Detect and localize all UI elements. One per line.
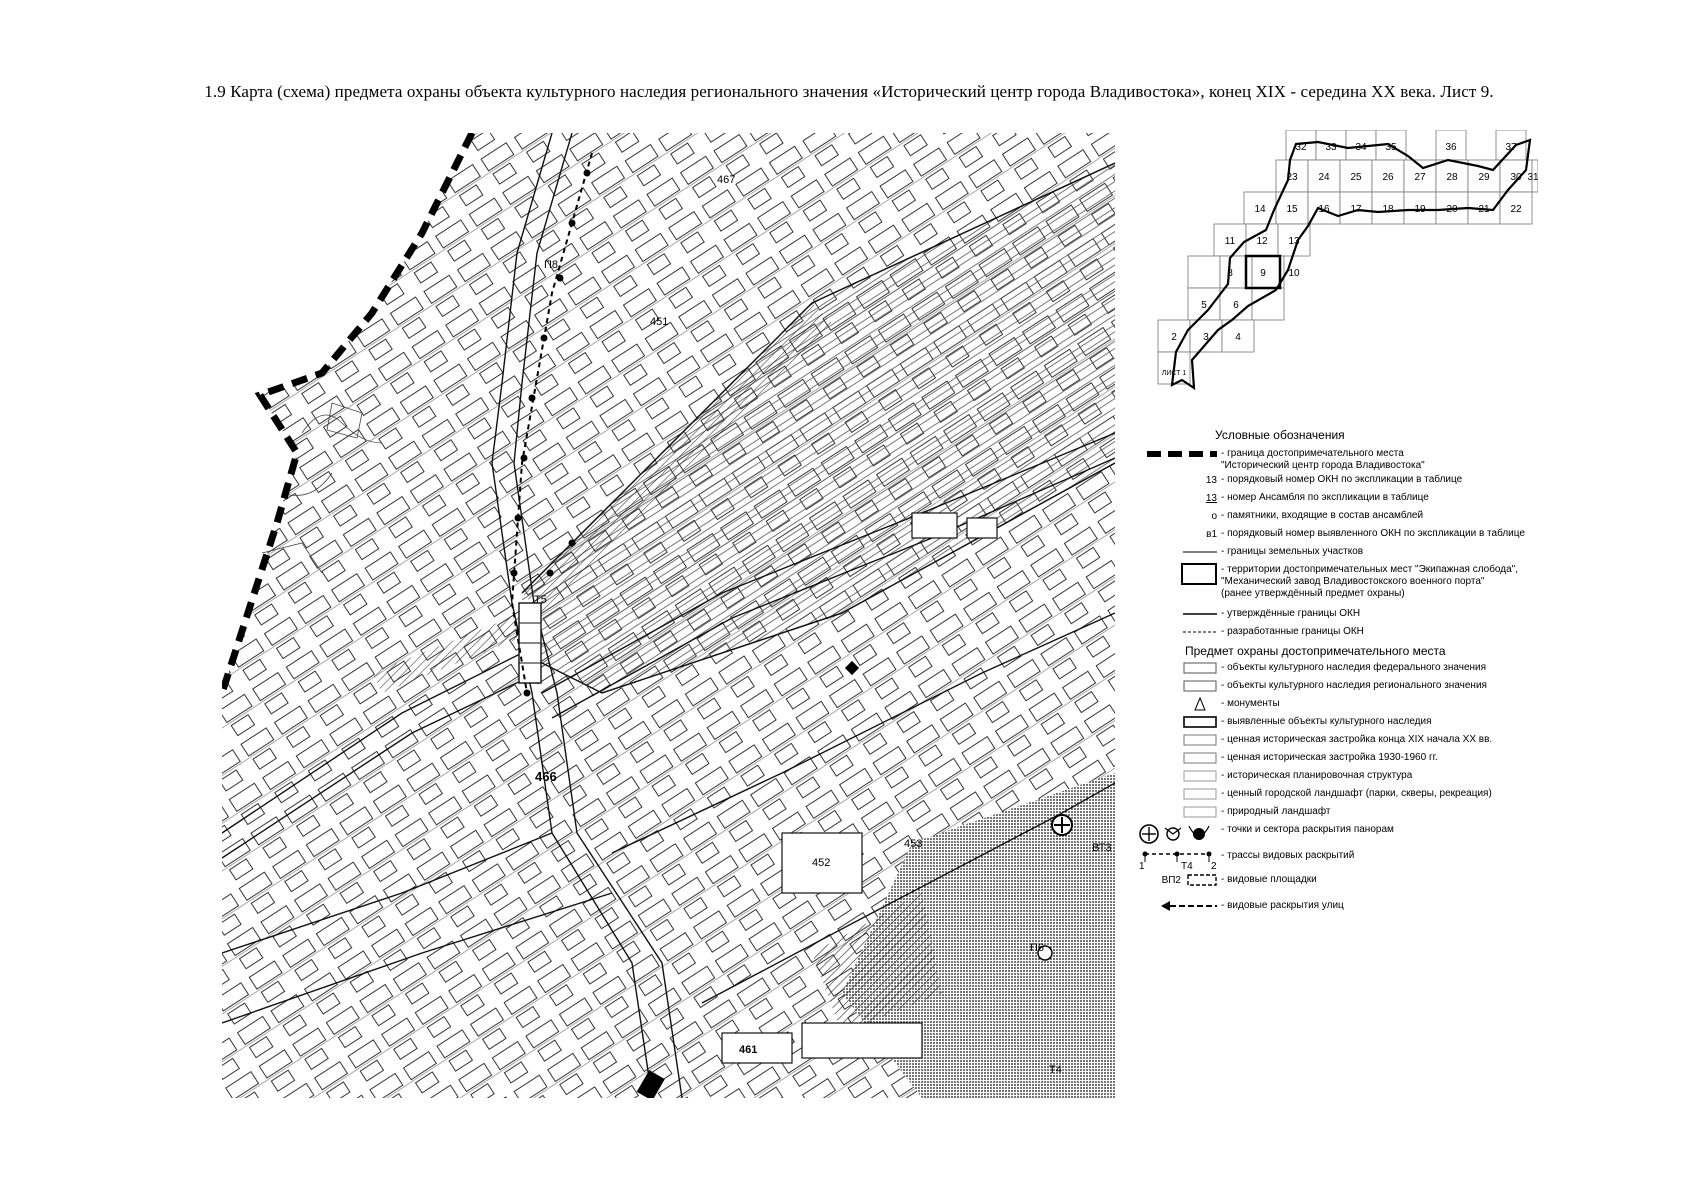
legend-text: - монументы (1221, 698, 1280, 709)
label-bt3: ВТ3 (1092, 842, 1112, 854)
panorama-point-icon (1135, 822, 1221, 846)
trace-end-label: 2 (1211, 861, 1217, 870)
legend-item-identified-okn-number (1135, 526, 1555, 544)
legend-text: - ценный городской ландшафт (парки, скверы, рекреация) (1221, 788, 1492, 799)
ensemble-number-sample: 13 (1205, 492, 1217, 504)
federal-okn-swatch (1135, 660, 1221, 676)
legend-text: - номер Ансамбля по экспликации в таблице (1221, 492, 1429, 503)
sheet-10: 10 (1288, 268, 1300, 279)
monument-triangle-icon (1135, 696, 1221, 712)
legend-text: - трассы видовых раскрытий (1221, 850, 1355, 861)
legend-text: - памятники, входящие в состав ансамблей (1221, 510, 1424, 521)
sheet-37: 37 (1505, 142, 1517, 153)
sheet-12: 12 (1256, 236, 1268, 247)
dashed-line-icon (1135, 624, 1221, 640)
sheet-20: 20 (1446, 204, 1458, 215)
legend-text: - ценная историческая застройка конца XIX начала XX вв. (1221, 734, 1493, 745)
sheet-5: 5 (1201, 300, 1207, 311)
sheet-23: 23 (1286, 172, 1298, 183)
label-t4: Т4 (1049, 1064, 1062, 1076)
sheet-25: 25 (1350, 172, 1362, 183)
sheet-33: 33 (1325, 142, 1337, 153)
label-p8: П8 (544, 259, 559, 271)
legend-item-ensemble-number (1135, 490, 1555, 508)
view-platform-label: ВП2 (1161, 874, 1181, 886)
okn-number-sample: 13 (1205, 474, 1217, 486)
sheet-19: 19 (1414, 204, 1426, 215)
label-466: 466 (535, 769, 557, 784)
regional-okn-swatch (1135, 678, 1221, 694)
sheet-11: 11 (1224, 236, 1236, 247)
sheet-13: 13 (1288, 236, 1300, 247)
legend-item-panorama-points (1135, 822, 1555, 848)
label-467: 467 (717, 174, 736, 186)
sheet-1: ЛИСТ 1 (1161, 370, 1187, 377)
legend-item-historic-19-20 (1135, 732, 1555, 750)
label-p6: П6 (1030, 942, 1045, 954)
thick-dashed-line-icon (1135, 446, 1221, 462)
legend-text: - граница достопримечательного места "Исторический центр города Владивостока" (1221, 448, 1425, 471)
legend-item-planning-structure (1135, 768, 1555, 786)
legend-item-historic-boundary (1135, 446, 1555, 472)
sheet-24: 24 (1318, 172, 1330, 183)
urban-landscape-swatch (1135, 786, 1221, 802)
label-t5: Т5 (534, 594, 547, 606)
legend-text: - выявленные объекты культурного наследия (1221, 716, 1432, 727)
legend-text: - точки и сектора раскрытия панорам (1221, 824, 1394, 835)
sheet-21: 21 (1478, 204, 1490, 215)
sheet-15: 15 (1286, 204, 1298, 215)
legend-item-land-plots (1135, 544, 1555, 562)
sheet-2: 2 (1171, 332, 1177, 343)
outlined-rect-icon (1135, 562, 1221, 586)
sheet-35: 35 (1385, 142, 1397, 153)
legend-item-view-platforms (1135, 872, 1555, 898)
left-arrow-icon (1135, 898, 1221, 914)
legend-text: - объекты культурного наследия регионального значения (1221, 680, 1487, 691)
sheet-32: 32 (1295, 142, 1307, 153)
solid-line-icon (1135, 606, 1221, 622)
legend-item-street-views (1135, 898, 1555, 916)
legend-text: - историческая планировочная структура (1221, 770, 1413, 781)
trace-mid-label: Т4 (1181, 861, 1193, 870)
legend-text: - природный ландшафт (1221, 806, 1331, 817)
view-platform-icon (1135, 872, 1221, 888)
legend-item-monuments (1135, 696, 1555, 714)
label-452: 452 (812, 857, 831, 869)
sheet-28: 28 (1446, 172, 1458, 183)
sheet-31: 31 (1527, 172, 1538, 183)
legend-item-urban-landscape (1135, 786, 1555, 804)
sheet-9: 9 (1260, 268, 1266, 279)
legend-text: - территории достопримечательных мест "Экипажная слобода", "Механический завод Владивостокского военного порта" (ранее утверждённый предмет охраны) (1221, 564, 1519, 599)
legend-item-developed-boundaries (1135, 624, 1555, 642)
sheet-26: 26 (1382, 172, 1394, 183)
identified-number-sample: в1 (1206, 528, 1217, 540)
historic-building-swatch (1135, 732, 1221, 748)
label-451: 451 (650, 316, 669, 328)
identified-okn-swatch (1135, 714, 1221, 730)
sheet-34: 34 (1355, 142, 1367, 153)
index-map (1148, 130, 1538, 415)
sheet-4: 4 (1235, 332, 1241, 343)
sheet-27: 27 (1414, 172, 1426, 183)
label-453: 453 (904, 838, 923, 850)
legend-text: - разработанные границы ОКН (1221, 626, 1364, 637)
legend-item-okn-number (1135, 472, 1555, 490)
map-sheet (222, 133, 1115, 1098)
sheet-30: 30 (1510, 172, 1522, 183)
sheet-18: 18 (1382, 204, 1394, 215)
thin-line-icon (1135, 544, 1221, 560)
legend-item-landmark-territories (1135, 562, 1555, 606)
page-title: 1.9 Карта (схема) предмета охраны объекта культурного наследия регионального значения «Исторический центр города Владивостока», конец XIX - середина XX века. Лист 9. (204, 82, 1494, 101)
index-map-drawing (1148, 130, 1538, 415)
sheet-6: 6 (1233, 300, 1239, 311)
legend-text: - утверждённые границы ОКН (1221, 608, 1361, 619)
legend-text: - границы земельных участков (1221, 546, 1364, 557)
planning-structure-swatch (1135, 768, 1221, 784)
natural-landscape-swatch (1135, 804, 1221, 820)
legend-item-federal-okn (1135, 660, 1555, 678)
sheet-17: 17 (1350, 204, 1362, 215)
legend-item-historic-1930-1960 (1135, 750, 1555, 768)
label-461: 461 (739, 1044, 758, 1056)
view-trace-icon (1135, 848, 1221, 870)
legend-heading: Условные обозначения (1215, 428, 1345, 442)
legend-text: - видовые раскрытия улиц (1221, 900, 1344, 911)
legend-item-approved-boundaries (1135, 606, 1555, 624)
historic-1930-swatch (1135, 750, 1221, 766)
sheet-8: 8 (1227, 268, 1233, 279)
legend-text: - видовые площадки (1221, 874, 1317, 885)
trace-start-label: 1 (1139, 861, 1145, 870)
sheet-3: 3 (1203, 332, 1209, 343)
sheet-36: 36 (1445, 142, 1457, 153)
legend-text: - порядковый номер выявленного ОКН по экспликации в таблице (1221, 528, 1525, 539)
legend-subheading: Предмет охраны достопримечательного места (1185, 644, 1446, 658)
sheet-22: 22 (1510, 204, 1522, 215)
legend-item-view-traces (1135, 848, 1555, 872)
legend-text: - ценная историческая застройка 1930-1960 гг. (1221, 752, 1438, 763)
legend (1135, 428, 1555, 916)
legend-item-regional-okn (1135, 678, 1555, 696)
legend-item-natural-landscape (1135, 804, 1555, 822)
legend-text: - порядковый номер ОКН по экспликации в таблице (1221, 474, 1463, 485)
legend-item-ensemble-monuments (1135, 508, 1555, 526)
sheet-16: 16 (1318, 204, 1330, 215)
sheet-29: 29 (1478, 172, 1490, 183)
map-drawing (222, 133, 1115, 1098)
sheet-14: 14 (1254, 204, 1266, 215)
legend-item-identified-okn (1135, 714, 1555, 732)
legend-text: - объекты культурного наследия федерального значения (1221, 662, 1487, 673)
monument-dot-sample: о (1211, 510, 1217, 522)
